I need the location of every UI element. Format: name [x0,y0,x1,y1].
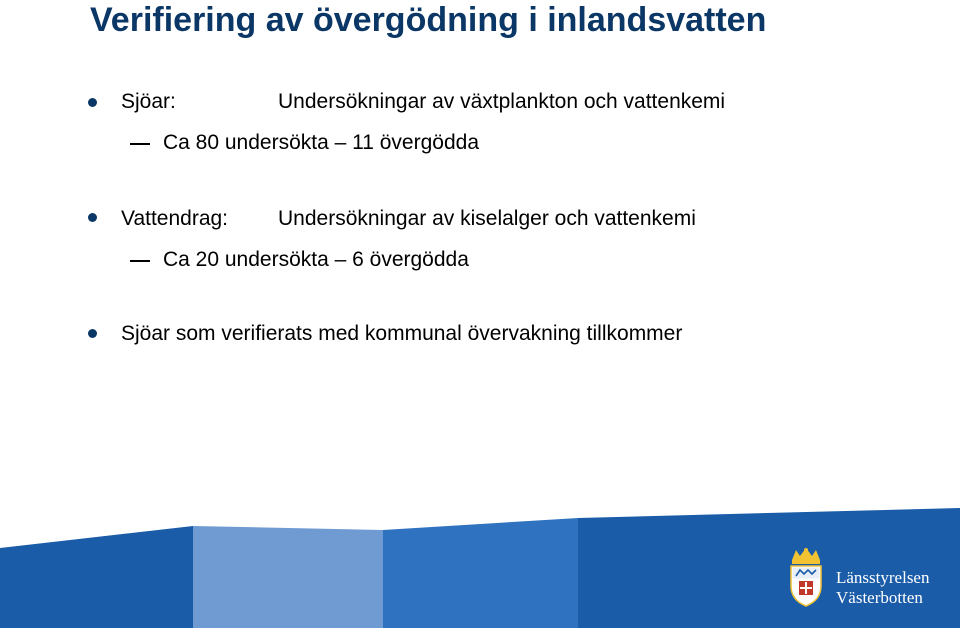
item-sub-lakes: Ca 80 undersökta – 11 övergödda [163,131,480,154]
item-text-municipal: Sjöar som verifierats med kommunal övervakning tillkommer [121,322,683,345]
footer-band-light [193,526,383,628]
footer-band-dark-left [0,526,193,628]
logo-text-line1: Länsstyrelsen [836,568,930,587]
item-sub-streams: Ca 20 undersökta – 6 övergödda [163,248,469,271]
item-label-streams: Vattendrag: [121,207,229,230]
logo-text-line2: Västerbotten [836,588,923,607]
slide-title: Verifiering av övergödning i inlandsvatten [90,1,767,39]
item-value-streams: Undersökningar av kiselalger och vattenkemi [278,207,696,230]
coat-of-arms-icon [786,546,826,608]
item-label-lakes: Sjöar: [121,90,176,113]
footer-band-mid [383,518,578,628]
item-value-lakes: Undersökningar av växtplankton och vattenkemi [278,90,726,113]
